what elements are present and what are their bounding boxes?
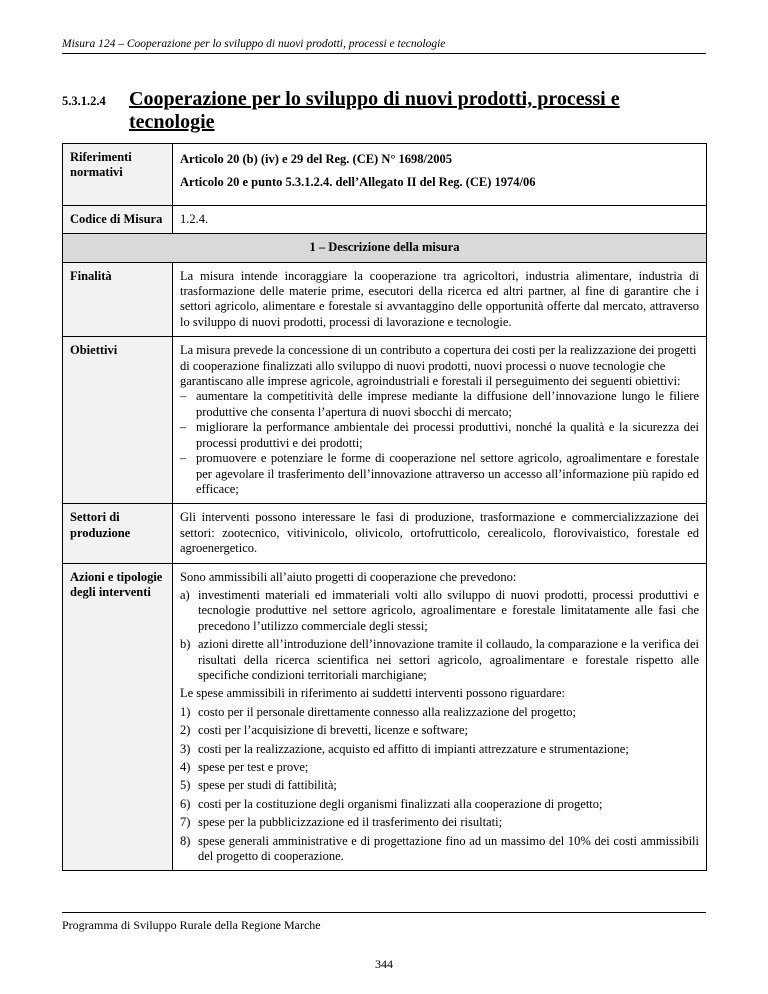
spese-item xyxy=(180,760,699,775)
riferimento-line-2: Articolo 20 e punto 5.3.1.2.4. dell’Allegato II del Reg. (CE) 1974/06 xyxy=(180,175,536,190)
obiettivi-item: – promuovere e potenziare le forme di cooperazione nel settore agricolo, agroalimentare e forestale per agevolare il trasferimento dell’innovazione attraverso un accesso all’informazione più rapido ed efficace; xyxy=(180,451,699,496)
spese-item xyxy=(180,815,699,830)
page-number: 344 xyxy=(375,957,393,971)
obiettivi-item: – migliorare la performance ambientale dei processi produttivi, nonché la qualità e la sicurezza dei processi produttivi e dei prodotti; xyxy=(180,420,699,450)
label-azioni: Azioni e tipologie degli interventi xyxy=(63,563,173,871)
list-marker: 4) xyxy=(180,760,191,774)
azioni-lettered-item xyxy=(180,637,699,683)
list-marker: 6) xyxy=(180,796,191,811)
azioni-intro: Sono ammissibili all’aiuto progetti di cooperazione che prevedono: xyxy=(180,569,517,584)
obiettivi-item-text: migliorare la performance ambientale dei processi produttivi, nonché la qualità e la sicurezza dei processi produttivi e dei prodotti; xyxy=(196,420,699,450)
obiettivi-item: – aumentare la competitività delle imprese mediante la diffusione dell’innovazione lungo le filiere produttive che consenta l’apertura di nuovi sbocchi di mercato; xyxy=(180,389,699,419)
label-obiettivi: Obiettivi xyxy=(63,337,173,504)
spese-item xyxy=(180,778,699,793)
row-finalita xyxy=(63,262,707,337)
spese-item xyxy=(180,742,699,757)
list-marker: b) xyxy=(180,637,191,652)
row-descrizione-header xyxy=(63,234,707,262)
descrizione-header: 1 – Descrizione della misura xyxy=(63,234,707,262)
azioni-lettered-item xyxy=(180,588,699,634)
obiettivi-item-text: aumentare la competitività delle imprese mediante la diffusione dell’innovazione lungo le filiere produttive che consenta l’apertura di nuovi sbocchi di mercato; xyxy=(196,389,699,419)
label-riferimenti: Riferimenti normativi xyxy=(63,144,173,206)
spese-item-text: costi per la realizzazione, acquisto ed affitto di impianti attrezzature e strumentazione; xyxy=(198,741,629,756)
spese-item-text: costo per il personale direttamente connesso alla realizzazione del progetto; xyxy=(198,704,576,719)
list-marker: 3) xyxy=(180,741,191,756)
spese-item xyxy=(180,797,699,812)
spese-item xyxy=(180,723,699,738)
cell-riferimenti xyxy=(173,144,707,206)
spese-item-text: spese per test e prove; xyxy=(198,760,309,774)
azioni-lettered-text: investimenti materiali ed immateriali volti allo sviluppo di nuovi prodotti, processi produttivi e tecnologie produttive nel settore agricolo, agroalimentare e forestale limitatamente alle fasi che precedono l’utilizzo commerciale degli stessi; xyxy=(198,587,699,633)
spese-item-text: spese per la pubblicizzazione ed il trasferimento dei risultati; xyxy=(198,815,503,830)
cell-azioni xyxy=(173,563,707,871)
list-marker: 7) xyxy=(180,815,191,830)
list-marker: 5) xyxy=(180,778,191,793)
list-marker: 2) xyxy=(180,723,191,738)
label-settori: Settori di produzione xyxy=(63,504,173,563)
spese-item-text: spese per studi di fattibilità; xyxy=(198,778,337,793)
row-obiettivi xyxy=(63,337,707,504)
row-azioni xyxy=(63,563,707,871)
label-finalita: Finalità xyxy=(63,262,173,337)
finalita-text: La misura intende incoraggiare la cooperazione tra agricoltori, industria alimentare, industria di trasformazione delle materie prime, esecutori della ricerca ed altri partner, al fine di garantire che i settori agricolo, alimentare e forestale si avvantaggino delle opportunità offerte dal mercato, attraverso lo sviluppo di nuovi prodotti, processi di lavorazione e tecnologie. xyxy=(173,262,707,337)
azioni-lettered-text: azioni dirette all’introduzione dell’innovazione tramite il collaudo, la comparazione e la verifica dei risultati della ricerca scientifica nei settori agricolo, agroalimentare e forestale rispetto alle specifiche condizioni territoriali marchigiane; xyxy=(198,637,699,682)
cell-obiettivi xyxy=(173,337,707,504)
row-codice xyxy=(63,205,707,233)
list-marker: 1) xyxy=(180,704,191,719)
spese-item xyxy=(180,834,699,865)
obiettivi-intro: La misura prevede la concessione di un contributo a copertura dei costi per la realizzazione dei progetti di cooperazione finalizzati allo sviluppo di nuovi prodotti, nuovi processi o nuove tecnologie che garantiscano alle imprese agricole, agroindustriali e forestali il perseguimento dei seguenti obiettivi: xyxy=(180,343,697,389)
riferimento-line-1: Articolo 20 (b) (iv) e 29 del Reg. (CE) N° 1698/2005 xyxy=(180,152,452,166)
spese-item-text: costi per la costituzione degli organismi finalizzati alla cooperazione di progetto; xyxy=(198,796,603,811)
spese-item xyxy=(180,705,699,720)
spese-intro: Le spese ammissibili in riferimento ai suddetti interventi possono riguardare: xyxy=(180,686,565,701)
codice-value: 1.2.4. xyxy=(173,205,707,233)
running-header: Misura 124 – Cooperazione per lo sviluppo di nuovi prodotti, processi e tecnologie xyxy=(62,38,706,54)
settori-text: Gli interventi possono interessare le fasi di produzione, trasformazione e commercializzazione dei settori: zootecnico, vitivinicolo, olivicolo, ortofrutticolo, cerealicolo, florovivaistico, forestale ed agroenergetico. xyxy=(173,504,707,563)
spese-item-text: spese generali amministrative e di progettazione fino ad un massimo del 10% dei costi ammissibili del progetto di cooperazione. xyxy=(198,833,699,864)
obiettivi-item-text: promuovere e potenziare le forme di cooperazione nel settore agricolo, agroalimentare e forestale per agevolare il trasferimento dell’innovazione attraverso un accesso all’informazione più rapido ed efficace; xyxy=(196,451,699,496)
label-codice: Codice di Misura xyxy=(63,205,173,233)
row-riferimenti xyxy=(63,144,707,206)
measure-table xyxy=(62,143,707,871)
list-marker: a) xyxy=(180,587,190,602)
page-footer: Programma di Sviluppo Rurale della Regione Marche xyxy=(62,912,706,933)
section-number: 5.3.1.2.4 xyxy=(62,94,106,108)
spese-item-text: costi per l’acquisizione di brevetti, licenze e software; xyxy=(198,723,469,738)
list-marker: 8) xyxy=(180,833,191,848)
section-title: Cooperazione per lo sviluppo di nuovi prodotti, processi e tecnologie xyxy=(129,88,620,133)
row-settori xyxy=(63,504,707,563)
